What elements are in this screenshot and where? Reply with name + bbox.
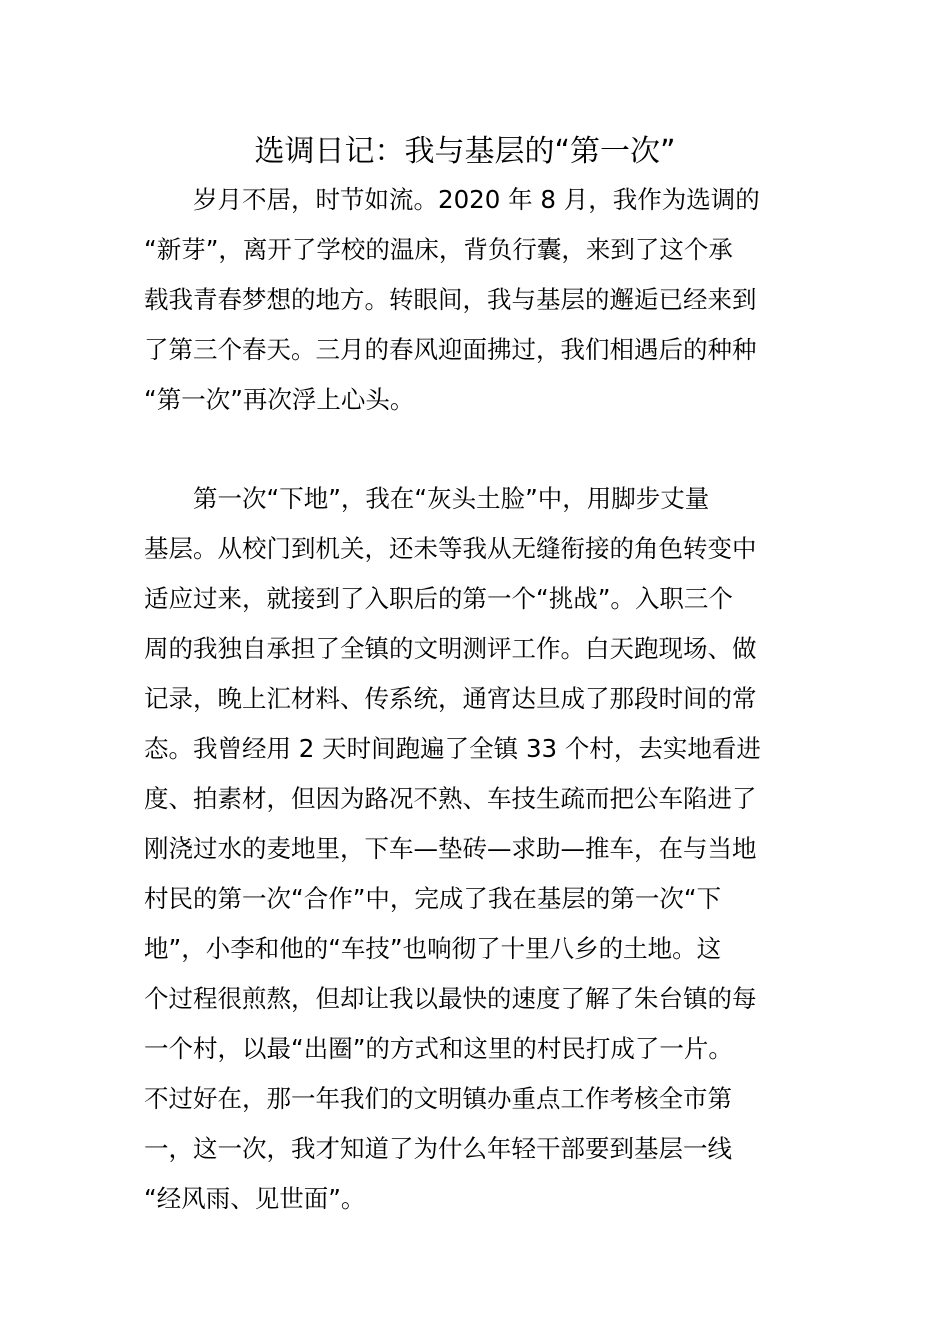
paragraph-2-line-7: 度、拍素材，但因为路况不熟、车技生疏而把公车陷进了 [144, 784, 757, 813]
paragraph-1-line-4: 了第三个春天。三月的春风迎面拂过，我们相遇后的种种 [144, 335, 757, 364]
paragraph-2-line-13: 不过好在，那一年我们的文明镇办重点工作考核全市第 [144, 1084, 732, 1113]
paragraph-2-line-10: 地”，小李和他的“车技”也响彻了十里八乡的土地。这 [144, 934, 722, 963]
paragraph-2-line-6: 态。我曾经用 2 天时间跑遍了全镇 33 个村，去实地看进 [144, 734, 761, 763]
paragraph-2-line-15: “经风雨、见世面”。 [144, 1184, 366, 1213]
document-title: 选调日记：我与基层的“第一次” [254, 134, 676, 169]
paragraph-1-line-3: 载我青春梦想的地方。转眼间，我与基层的邂逅已经来到 [144, 285, 757, 314]
paragraph-2-line-8: 刚浇过水的麦地里，下车—垫砖—求助—推车，在与当地 [144, 834, 757, 863]
paragraph-2-line-4: 周的我独自承担了全镇的文明测评工作。白天跑现场、做 [144, 634, 757, 663]
paragraph-2-line-14: 一，这一次，我才知道了为什么年轻干部要到基层一线 [144, 1134, 732, 1163]
paragraph-2-line-1: 第一次“下地”，我在“灰头土脸”中，用脚步丈量 [144, 484, 710, 513]
paragraph-2-line-2: 基层。从校门到机关，还未等我从无缝衔接的角色转变中 [144, 534, 757, 563]
paragraph-2-line-5: 记录，晚上汇材料、传系统，通宵达旦成了那段时间的常 [144, 684, 757, 713]
paragraph-1-line-2: “新芽”，离开了学校的温床，背负行囊，来到了这个承 [144, 235, 733, 264]
paragraph-1-line-5: “第一次”再次浮上心头。 [144, 385, 415, 414]
paragraph-2-line-3: 适应过来，就接到了入职后的第一个“挑战”。入职三个 [144, 584, 733, 613]
paragraph-2-line-12: 一个村，以最“出圈”的方式和这里的村民打成了一片。 [144, 1034, 733, 1063]
paragraph-2-line-11: 个过程很煎熬，但却让我以最快的速度了解了朱台镇的每 [144, 984, 757, 1013]
paragraph-1-line-1: 岁月不居，时节如流。2020 年 8 月，我作为选调的 [144, 185, 760, 214]
paragraph-2-line-9: 村民的第一次“合作”中，完成了我在基层的第一次“下 [144, 884, 722, 913]
